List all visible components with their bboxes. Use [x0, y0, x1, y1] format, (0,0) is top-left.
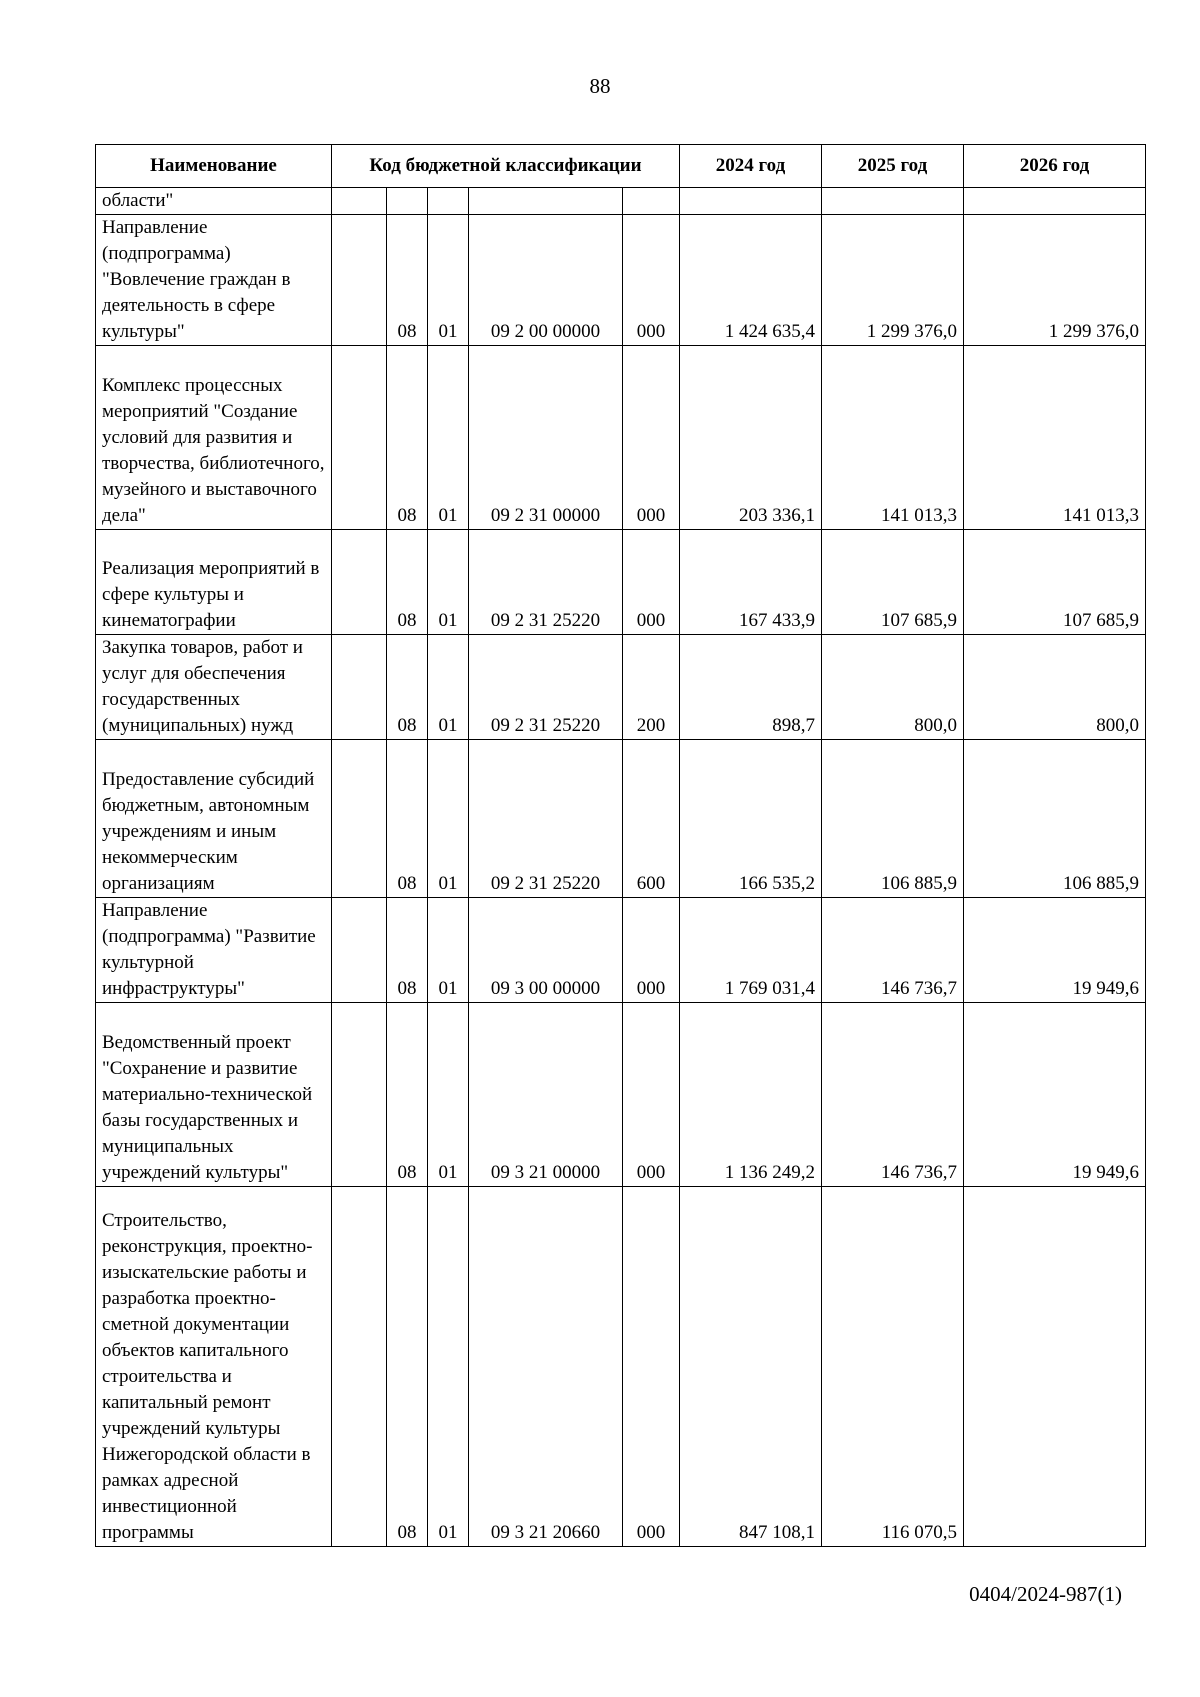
row-name: Направление (подпрограмма) "Вовлечение граждан в деятельность в сфере культуры" [96, 215, 332, 346]
row-code-section [387, 188, 428, 215]
row-name: Закупка товаров, работ и услуг для обеспечения государственных (муниципальных) нужд [96, 635, 332, 740]
row-code-expense: 000 [623, 898, 680, 1003]
table-row [96, 530, 1146, 635]
row-value-2025: 116 070,5 [822, 1187, 964, 1547]
row-code-expense: 000 [623, 1003, 680, 1187]
row-code-expense: 600 [623, 740, 680, 898]
document-code: 0404/2024-987(1) [969, 1582, 1122, 1606]
row-code-subsection: 01 [428, 530, 469, 635]
row-value-2026: 107 685,9 [964, 530, 1146, 635]
row-code-subsection: 01 [428, 740, 469, 898]
row-code-expense: 000 [623, 346, 680, 530]
row-code-0 [332, 1187, 387, 1547]
row-value-2026: 1 299 376,0 [964, 215, 1146, 346]
row-code-target: 09 2 00 00000 [469, 215, 623, 346]
row-value-2026 [964, 1187, 1146, 1547]
row-code-target: 09 2 31 25220 [469, 530, 623, 635]
header-code: Код бюджетной классификации [332, 145, 680, 188]
row-value-2026: 19 949,6 [964, 1003, 1146, 1187]
row-code-subsection: 01 [428, 635, 469, 740]
row-value-2024: 203 336,1 [680, 346, 822, 530]
row-code-0 [332, 1003, 387, 1187]
table-row [96, 635, 1146, 740]
row-code-target: 09 3 21 20660 [469, 1187, 623, 1547]
row-value-2025: 141 013,3 [822, 346, 964, 530]
table-row [96, 188, 1146, 215]
row-code-subsection [428, 188, 469, 215]
row-code-target: 09 2 31 00000 [469, 346, 623, 530]
header-name: Наименование [96, 145, 332, 188]
row-code-section: 08 [387, 346, 428, 530]
row-code-expense: 200 [623, 635, 680, 740]
row-value-2024: 898,7 [680, 635, 822, 740]
row-code-subsection: 01 [428, 346, 469, 530]
header-2026: 2026 год [964, 145, 1146, 188]
row-value-2026: 19 949,6 [964, 898, 1146, 1003]
row-code-subsection: 01 [428, 1003, 469, 1187]
header-2025: 2025 год [822, 145, 964, 188]
table-row [96, 215, 1146, 346]
row-value-2025: 107 685,9 [822, 530, 964, 635]
row-value-2024: 1 424 635,4 [680, 215, 822, 346]
row-code-target: 09 3 00 00000 [469, 898, 623, 1003]
row-value-2025: 106 885,9 [822, 740, 964, 898]
page-number: 88 [589, 74, 611, 98]
row-code-expense: 000 [623, 215, 680, 346]
row-value-2025: 1 299 376,0 [822, 215, 964, 346]
row-value-2026: 141 013,3 [964, 346, 1146, 530]
row-value-2024: 1 136 249,2 [680, 1003, 822, 1187]
row-code-section: 08 [387, 635, 428, 740]
row-code-expense: 000 [623, 530, 680, 635]
row-value-2025: 146 736,7 [822, 898, 964, 1003]
row-code-subsection: 01 [428, 898, 469, 1003]
row-name: области" [96, 188, 332, 215]
table-header-row [96, 145, 1146, 188]
row-code-expense: 000 [623, 1187, 680, 1547]
table-row [96, 346, 1146, 530]
row-value-2024 [680, 188, 822, 215]
row-value-2026: 106 885,9 [964, 740, 1146, 898]
header-2024: 2024 год [680, 145, 822, 188]
row-value-2024: 1 769 031,4 [680, 898, 822, 1003]
row-code-subsection: 01 [428, 1187, 469, 1547]
row-code-subsection: 01 [428, 215, 469, 346]
row-name: Направление (подпрограмма) "Развитие культурной инфраструктуры" [96, 898, 332, 1003]
row-code-section: 08 [387, 740, 428, 898]
row-code-target: 09 3 21 00000 [469, 1003, 623, 1187]
row-code-0 [332, 530, 387, 635]
row-name: Реализация мероприятий в сфере культуры и кинематографии [96, 530, 332, 635]
row-code-target: 09 2 31 25220 [469, 635, 623, 740]
row-code-0 [332, 188, 387, 215]
table-row [96, 1187, 1146, 1547]
row-code-section: 08 [387, 898, 428, 1003]
row-code-0 [332, 215, 387, 346]
row-code-target [469, 188, 623, 215]
budget-table [95, 144, 1146, 1547]
row-value-2026 [964, 188, 1146, 215]
row-code-section: 08 [387, 1003, 428, 1187]
row-code-section: 08 [387, 215, 428, 346]
row-code-0 [332, 740, 387, 898]
row-value-2025: 800,0 [822, 635, 964, 740]
row-code-0 [332, 346, 387, 530]
row-name: Комплекс процессных мероприятий "Создание условий для развития и творчества, библиотечного, музейного и выставочного дела" [96, 346, 332, 530]
table-row [96, 1003, 1146, 1187]
row-code-section: 08 [387, 1187, 428, 1547]
row-code-section: 08 [387, 530, 428, 635]
row-code-0 [332, 898, 387, 1003]
row-value-2024: 847 108,1 [680, 1187, 822, 1547]
row-value-2024: 167 433,9 [680, 530, 822, 635]
row-code-0 [332, 635, 387, 740]
row-value-2025 [822, 188, 964, 215]
table-row [96, 898, 1146, 1003]
table-row [96, 740, 1146, 898]
row-value-2025: 146 736,7 [822, 1003, 964, 1187]
row-name: Ведомственный проект "Сохранение и развитие материально-технической базы государственных и муниципальных учреждений культуры" [96, 1003, 332, 1187]
row-code-target: 09 2 31 25220 [469, 740, 623, 898]
row-name: Строительство, реконструкция, проектно-изыскательские работы и разработка проектно-сметной документации объектов капитального строительства и капитальный ремонт учреждений культуры Нижегородской области в рамках адресной инвестиционной программы [96, 1187, 332, 1547]
row-name: Предоставление субсидий бюджетным, автономным учреждениям и иным некоммерческим организациям [96, 740, 332, 898]
row-value-2026: 800,0 [964, 635, 1146, 740]
row-code-expense [623, 188, 680, 215]
row-value-2024: 166 535,2 [680, 740, 822, 898]
